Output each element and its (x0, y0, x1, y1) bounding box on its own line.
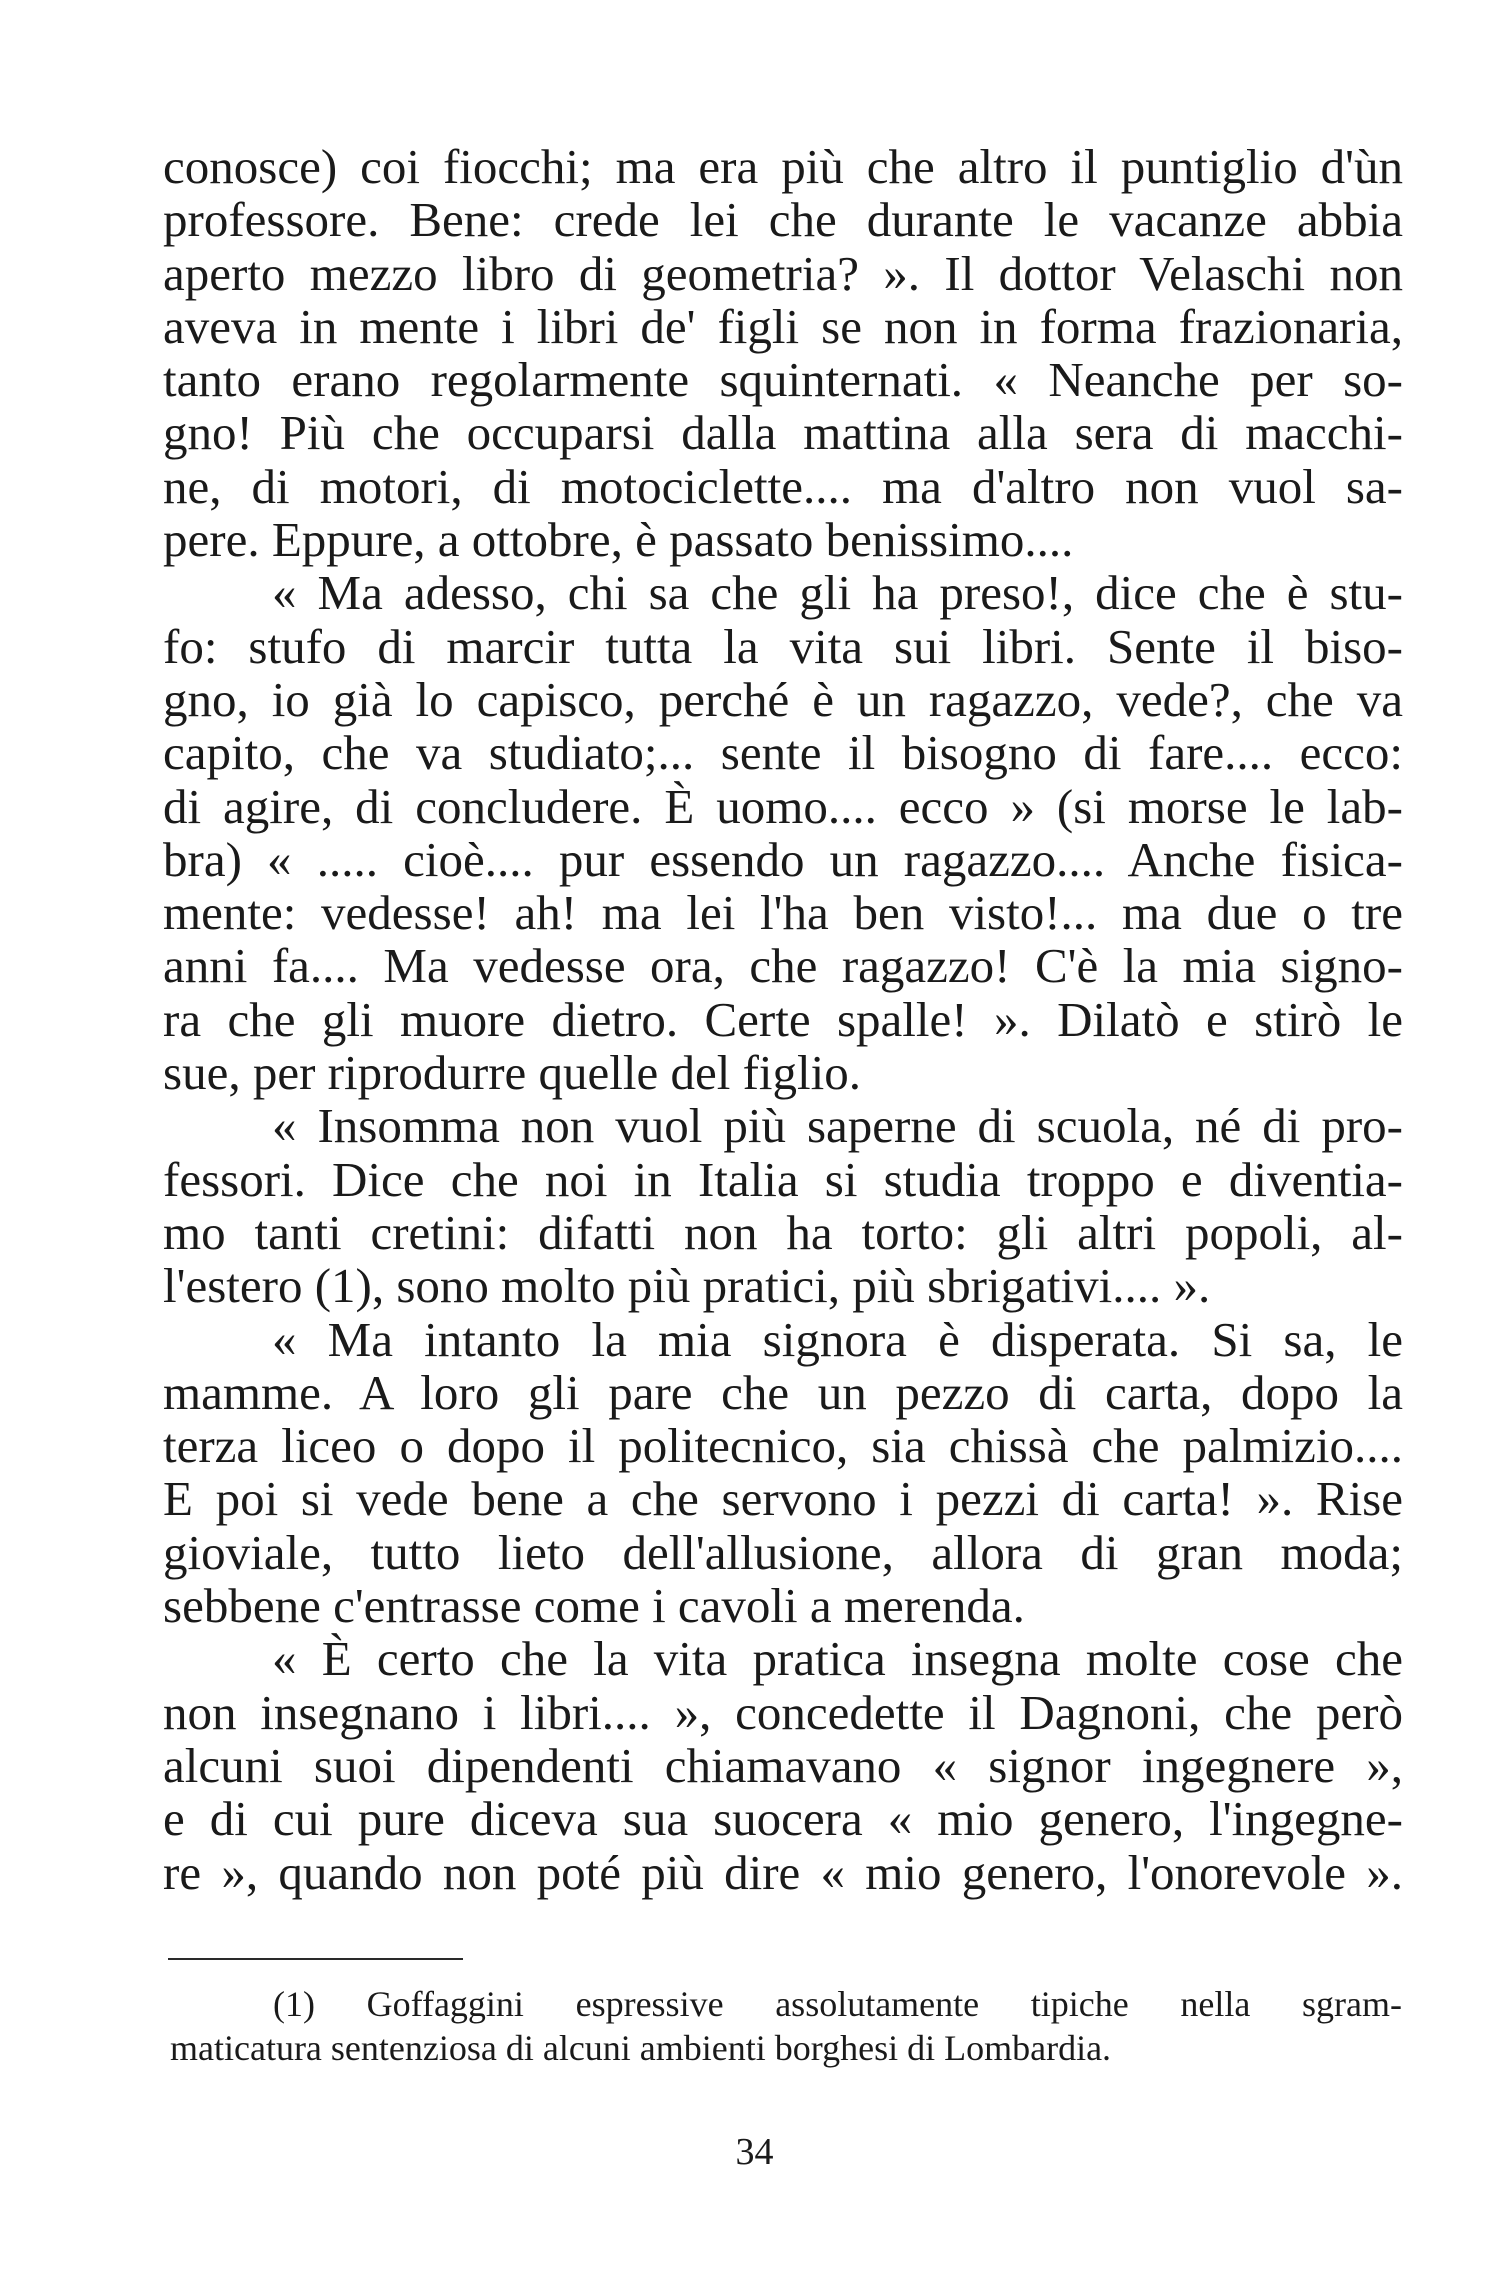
text-line: fo: stufo di marcir tutta la vita sui libri. Sente il biso- (163, 618, 1403, 674)
text-line: conosce) coi fiocchi; ma era più che altro il puntiglio d'ùn (163, 139, 1403, 194)
text-line: re », quando non poté più dire « mio genero, l'onorevole ». (163, 1844, 1403, 1900)
text-line: mamme. A loro gli pare che un pezzo di carta, dopo la (163, 1364, 1403, 1420)
text-line: aveva in mente i libri de' figli se non in forma frazionaria, (163, 298, 1403, 354)
text-line: non insegnano i libri.... », concedette il Dagnoni, che però (163, 1684, 1403, 1740)
footnote-line: (1) Goffaggini espressive assolutamente tipiche nella sgram- (273, 1984, 1402, 2024)
text-line: capito, che va studiato;... sente il bisogno di fare.... ecco: (163, 725, 1403, 781)
text-line: tanto erano regolarmente squinternati. « Neanche per so- (163, 352, 1403, 408)
text-line: alcuni suoi dipendenti chiamavano « signor ingegnere », (163, 1737, 1403, 1793)
text-line: « Ma intanto la mia signora è disperata. Si sa, le (272, 1311, 1403, 1367)
text-line: « È certo che la vita pratica insegna molte cose che (272, 1631, 1403, 1687)
text-line: aperto mezzo libro di geometria? ». Il dottor Velaschi non (163, 245, 1403, 301)
text-line: ne, di motori, di motociclette.... ma d'altro non vuol sa- (163, 458, 1403, 514)
text-line: l'estero (1), sono molto più pratici, più sbrigativi.... ». (163, 1258, 1211, 1314)
text-line: « Insomma non vuol più saperne di scuola, né di pro- (272, 1098, 1403, 1154)
text-line: bra) « ..... cioè.... pur essendo un ragazzo.... Anche fisica- (163, 831, 1403, 887)
text-line: e di cui pure diceva sua suocera « mio genero, l'ingegne- (163, 1791, 1403, 1847)
footnote-divider (168, 1958, 463, 1960)
text-line: ra che gli muore dietro. Certe spalle! ». Dilatò e stirò le (163, 991, 1403, 1047)
text-line: sue, per riprodurre quelle del figlio. (163, 1045, 862, 1101)
text-line: fessori. Dice che noi in Italia si studia troppo e diventia- (163, 1151, 1403, 1207)
page-number: 34 (735, 2131, 774, 2173)
footnote (170, 1982, 1402, 2070)
text-line: professore. Bene: crede lei che durante le vacanze abbia (163, 192, 1403, 248)
text-line: anni fa.... Ma vedesse ora, che ragazzo! C'è la mia signo- (163, 938, 1403, 994)
text-line: pere. Eppure, a ottobre, è passato benissimo.... (163, 512, 1074, 568)
text-line: E poi si vede bene a che servono i pezzi di carta! ». Rise (163, 1471, 1403, 1527)
text-line: « Ma adesso, chi sa che gli ha preso!, dice che è stu- (272, 565, 1403, 621)
text-line: sebbene c'entrasse come i cavoli a merenda. (163, 1578, 1025, 1634)
text-line: mente: vedesse! ah! ma lei l'ha ben visto!... ma due o tre (163, 885, 1403, 941)
footnote-line: maticatura sentenziosa di alcuni ambienti borghesi di Lombardia. (170, 2028, 1112, 2068)
text-line: gno, io già lo capisco, perché è un ragazzo, vede?, che va (163, 671, 1403, 727)
text-line: gioviale, tutto lieto dell'allusione, allora di gran moda; (163, 1524, 1403, 1580)
text-line: mo tanti cretini: difatti non ha torto: gli altri popoli, al- (163, 1204, 1403, 1260)
body-text (163, 140, 1403, 1899)
text-line: gno! Più che occuparsi dalla mattina alla sera di macchi- (163, 405, 1403, 461)
text-line: di agire, di concludere. È uomo.... ecco » (si morse le lab- (163, 778, 1403, 834)
text-line: terza liceo o dopo il politecnico, sia chissà che palmizio.... (163, 1418, 1403, 1474)
